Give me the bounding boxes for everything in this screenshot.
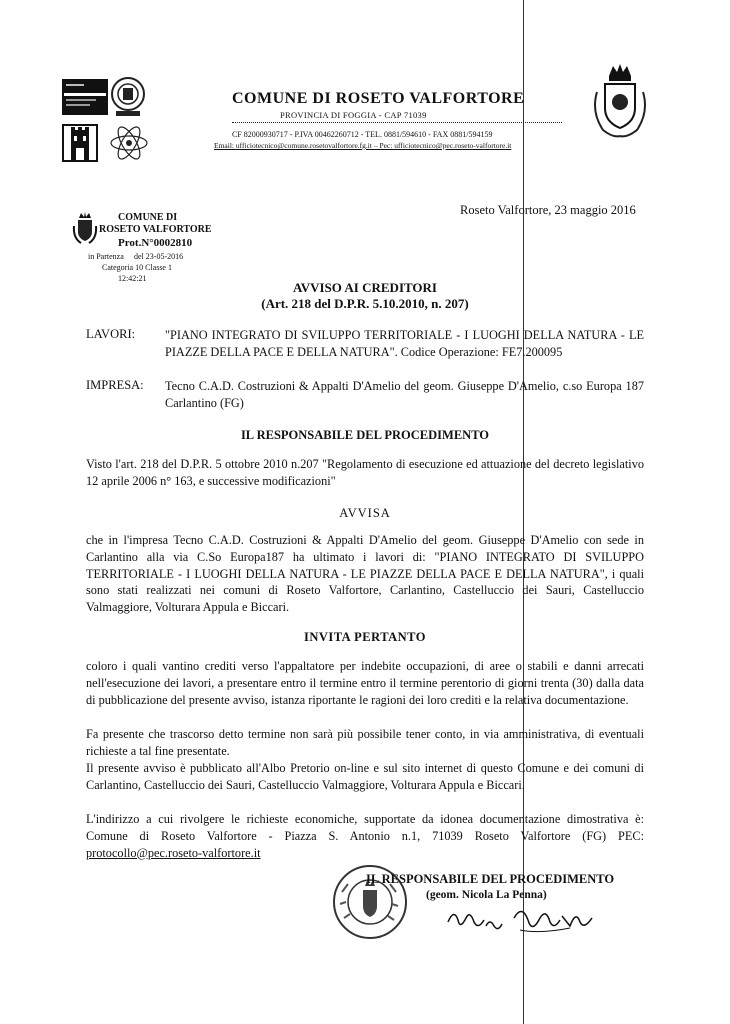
protocol-time: 12:42:21 bbox=[118, 274, 147, 283]
eu-funds-logo-icon bbox=[62, 79, 108, 115]
protocol-entity-line2: ROSETO VALFORTORE bbox=[99, 224, 212, 235]
protocol-number: Prot.N°0002810 bbox=[118, 237, 193, 249]
heading-responsabile: IL RESPONSABILE DEL PROCEDIMENTO bbox=[240, 428, 490, 442]
atom-logo-icon bbox=[104, 118, 154, 168]
header-province: PROVINCIA DI FOGGIA - CAP 71039 bbox=[280, 110, 427, 120]
lavori-text: "PIANO INTEGRATO DI SVILUPPO TERRITORIALE - I LUOGHI DELLA NATURA - LE PIAZZE DELLA PACE E DELLA NATURA". Codice Operazione: FE7.200095 bbox=[165, 328, 644, 359]
invita-paragraph-2: Fa presente che trascorso detto termine non sarà più possibile tener conto, in via amministrativa, di eventuali richieste a tal fine presentate. bbox=[86, 727, 644, 758]
avvisa-paragraph: che in l'impresa Tecno C.A.D. Costruzioni & Appalti D'Amelio del geom. Giuseppe D'Amelio con sede in Carlantino alla via C.So Europa187 ha ultimato i lavori di: "PIANO INTEGRATO DI SVILUPPO TERRITORIALE - I LUOGHI DELLA NATURA - LE PIAZZE DELLA PACE E DELLA NATURA", i quali sono stati realizzati nei comuni di Roseto Valfortore, Carlantino, Castelluccio dei Sauri, Castelluccio Valmaggiore, Volturara Appula e Biccari. bbox=[86, 533, 644, 615]
place-date: Roseto Valfortore, 23 maggio 2016 bbox=[460, 203, 636, 217]
signature-title: IL RESPONSABILE DEL PROCEDIMENTO bbox=[366, 872, 615, 886]
invita-paragraph-3: Il presente avviso è pubblicato all'Albo Pretorio on-line e sul sito internet di questo Comune e dei comuni di Carlantino, Castelluccio dei Sauri, Castelluccio Valmaggiore, Volturara Appula e Biccari. bbox=[86, 761, 644, 792]
protocol-category: Categoria 10 Classe 1 bbox=[102, 263, 172, 272]
invita-paragraph-1: coloro i quali vantino crediti verso l'appaltatore per indebite occupazioni, di aree o stabili e danni arrecati nell'esecuzione dei lavori, a presentare entro il termine entro il termine perentorio di giorni trenta (30) dalla data di pubblicazione del presente avviso, istanza riportante le ragioni dei loro crediti e la relativa documentazione. bbox=[86, 659, 644, 707]
protocol-direction: in Partenza bbox=[88, 252, 124, 261]
header-codes: CF 82000930717 - P.IVA 00462260712 - TEL. 0881/594610 - FAX 0881/594159 bbox=[232, 130, 493, 139]
protocol-entity-line1: COMUNE DI bbox=[118, 212, 178, 223]
header-title: COMUNE DI ROSETO VALFORTORE bbox=[232, 90, 525, 107]
handwritten-signature-icon bbox=[440, 900, 600, 940]
header-divider bbox=[232, 122, 562, 123]
header-email-line[interactable]: Email: ufficiotecnico@comune.rosetovalfortore.fg.it – Pec: ufficiotecnico@pec.roseto-valfortore.it bbox=[214, 141, 512, 150]
coat-of-arms-icon bbox=[587, 62, 653, 144]
lavori-label: LAVORI: bbox=[86, 327, 136, 341]
comune-seal-icon bbox=[110, 74, 146, 118]
document-title: AVVISO AI CREDITORI bbox=[292, 280, 437, 295]
impresa-text: Tecno C.A.D. Costruzioni & Appalti D'Amelio del geom. Giuseppe D'Amelio, c.so Europa 187 Carlantino (FG) bbox=[165, 379, 644, 410]
invita-paragraph-4 bbox=[86, 811, 644, 861]
visto-paragraph: Visto l'art. 218 del D.P.R. 5 ottobre 2010 n.207 "Regolamento di esecuzione ed attuazione del decreto legislativo 12 aprile 2006 n° 163, e successive modificazioni" bbox=[86, 457, 644, 488]
document-subtitle: (Art. 218 del D.P.R. 5.10.2010, n. 207) bbox=[261, 296, 469, 311]
signature-name: (geom. Nicola La Penna) bbox=[426, 889, 547, 901]
pec-link[interactable]: protocollo@pec.roseto-valfortore.it bbox=[86, 845, 261, 860]
tower-logo-icon bbox=[62, 124, 98, 162]
heading-avvisa: AVVISA bbox=[339, 506, 391, 520]
invita-address-text: L'indirizzo a cui rivolgere le richieste economiche, supportate da idonea documentazione dimostrativa è: Comune di Roseto Valfortore - Piazza S. Antonio n.1, 71039 Roseto Valfortore (FG) PEC: bbox=[86, 812, 644, 843]
protocol-date: del 23-05-2016 bbox=[134, 252, 184, 261]
impresa-label: IMPRESA: bbox=[86, 378, 144, 392]
heading-invita: INVITA PERTANTO bbox=[303, 630, 426, 644]
protocol-crest-icon bbox=[72, 212, 98, 246]
